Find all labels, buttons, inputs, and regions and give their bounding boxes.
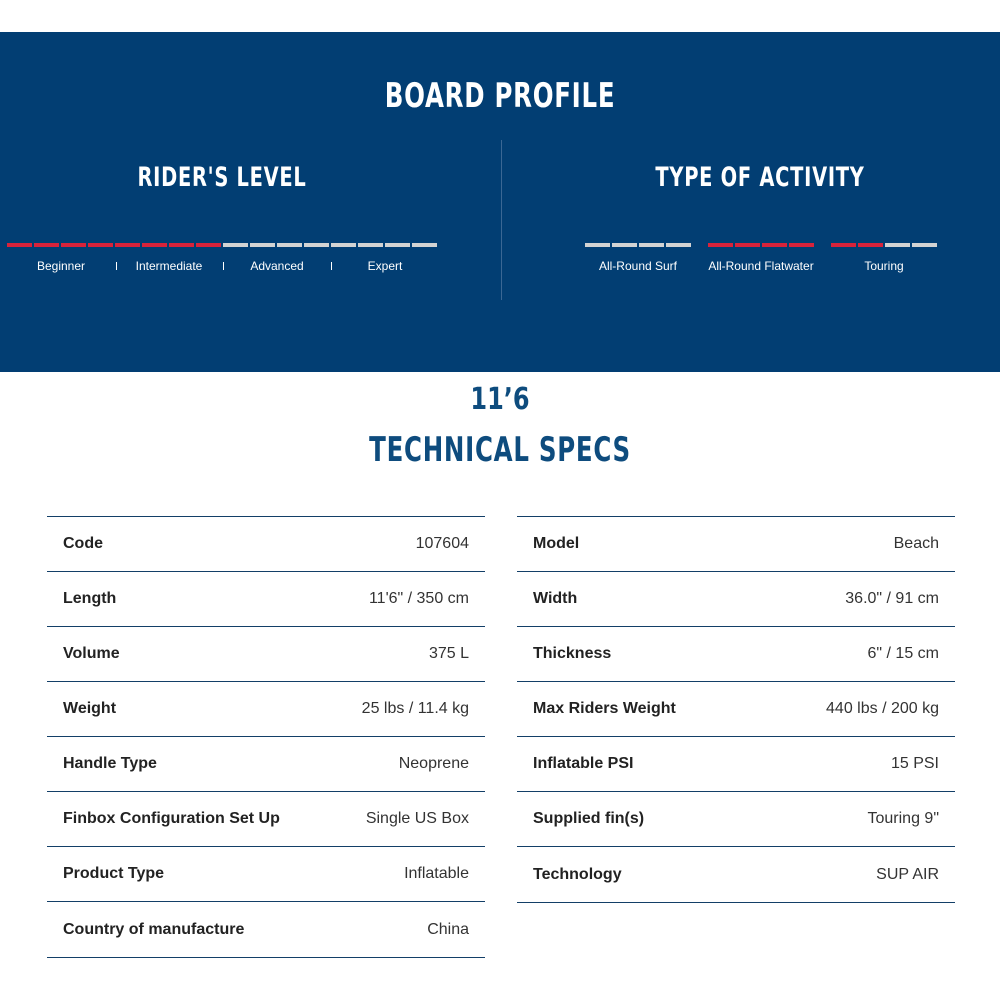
bar-segment-inactive xyxy=(412,243,437,247)
spec-value: Inflatable xyxy=(404,865,469,882)
spec-value: China xyxy=(427,920,469,938)
bar-segment-inactive xyxy=(912,243,937,247)
spec-row xyxy=(517,682,955,737)
bar-segment-inactive xyxy=(304,243,329,247)
spec-label: Weight xyxy=(63,700,117,717)
spec-row xyxy=(517,792,955,847)
spec-label: Length xyxy=(63,590,117,607)
level-label-intermediate: Intermediate xyxy=(135,259,203,273)
spec-row xyxy=(47,737,485,792)
spec-row xyxy=(47,847,485,902)
spec-row xyxy=(47,792,485,847)
bar-segment-active xyxy=(831,243,856,247)
bar-segment-active xyxy=(88,243,113,247)
spec-row xyxy=(47,572,485,627)
spec-value: 15 PSI xyxy=(890,755,939,772)
activity-label-touring: Touring xyxy=(864,259,904,273)
spec-value: 375 L xyxy=(428,645,469,662)
spec-value: 25 lbs / 11.4 kg xyxy=(361,700,469,717)
activity-bar-touring xyxy=(831,243,937,247)
bar-segment-inactive xyxy=(585,243,610,247)
bar-segment-active xyxy=(169,243,194,247)
bar-segment-active xyxy=(115,243,140,247)
bar-segment-inactive xyxy=(223,243,248,247)
activity-title: TYPE OF ACTIVITY xyxy=(655,162,865,193)
spec-label: Finbox Configuration Set Up xyxy=(63,810,280,827)
bar-segment-inactive xyxy=(331,243,356,247)
spec-value: Touring 9" xyxy=(867,810,939,827)
spec-label: Product Type xyxy=(63,865,165,882)
spec-value: Single US Box xyxy=(365,810,469,827)
bar-segment-active xyxy=(708,243,733,247)
spec-value: 6" / 15 cm xyxy=(867,645,939,662)
spec-value: 440 lbs / 200 kg xyxy=(826,700,939,717)
spec-label: Max Riders Weight xyxy=(533,700,676,717)
bar-segment-active xyxy=(34,243,59,247)
bar-segment-active xyxy=(762,243,787,247)
spec-label: Code xyxy=(63,535,103,552)
spec-row xyxy=(47,517,485,572)
bar-segment-active xyxy=(789,243,814,247)
specs-table-right xyxy=(517,516,955,903)
bar-segment-inactive xyxy=(385,243,410,247)
spec-value: 36.0" / 91 cm xyxy=(845,590,939,607)
spec-label: Technology xyxy=(533,865,622,883)
spec-row xyxy=(47,682,485,737)
spec-label: Width xyxy=(533,590,578,607)
bar-segment-active xyxy=(142,243,167,247)
bar-segment-inactive xyxy=(885,243,910,247)
activity-label-all-round-surf: All-Round Surf xyxy=(598,259,678,273)
bar-segment-active xyxy=(735,243,760,247)
board-profile-title: BOARD PROFILE xyxy=(384,76,616,116)
bar-segment-active xyxy=(7,243,32,247)
spec-row xyxy=(517,517,955,572)
activity-bar-all-round-surf xyxy=(585,243,691,247)
spec-row xyxy=(517,847,955,903)
level-label-expert: Expert xyxy=(367,259,403,273)
profile-divider xyxy=(501,140,502,300)
specs-table-left xyxy=(47,516,485,958)
spec-row xyxy=(47,902,485,958)
bar-segment-inactive xyxy=(358,243,383,247)
bar-segment-active xyxy=(196,243,221,247)
spec-value: 11'6" / 350 cm xyxy=(368,590,469,607)
board-size-title: 11’6 xyxy=(470,382,530,417)
spec-row xyxy=(517,572,955,627)
level-separator xyxy=(223,262,224,270)
spec-row xyxy=(517,737,955,792)
spec-label: Thickness xyxy=(533,645,612,662)
board-profile-section xyxy=(0,32,1000,372)
spec-value: 107604 xyxy=(415,535,469,552)
spec-row xyxy=(47,627,485,682)
bar-segment-active xyxy=(858,243,883,247)
spec-label: Handle Type xyxy=(63,755,157,772)
bar-segment-inactive xyxy=(612,243,637,247)
bar-segment-inactive xyxy=(639,243,664,247)
activity-label-all-round-flatwater: All-Round Flatwater xyxy=(708,259,814,273)
level-separator xyxy=(116,262,117,270)
riders-level-bar xyxy=(7,243,437,247)
spec-label: Volume xyxy=(63,645,120,662)
technical-specs-title: TECHNICAL SPECS xyxy=(369,430,631,470)
bar-segment-inactive xyxy=(666,243,691,247)
level-label-advanced: Advanced xyxy=(250,259,304,273)
spec-label: Country of manufacture xyxy=(63,920,245,938)
level-separator xyxy=(331,262,332,270)
spec-label: Supplied fin(s) xyxy=(533,810,645,827)
bar-segment-active xyxy=(61,243,86,247)
spec-label: Model xyxy=(533,535,580,552)
spec-label: Inflatable PSI xyxy=(533,755,634,772)
riders-level-title: RIDER'S LEVEL xyxy=(137,162,307,193)
spec-value: Beach xyxy=(893,535,939,552)
spec-row xyxy=(517,627,955,682)
bar-segment-inactive xyxy=(250,243,275,247)
spec-value: SUP AIR xyxy=(876,865,939,883)
spec-value: Neoprene xyxy=(398,755,469,772)
activity-bar-all-round-flatwater xyxy=(708,243,814,247)
level-label-beginner: Beginner xyxy=(36,259,86,273)
bar-segment-inactive xyxy=(277,243,302,247)
